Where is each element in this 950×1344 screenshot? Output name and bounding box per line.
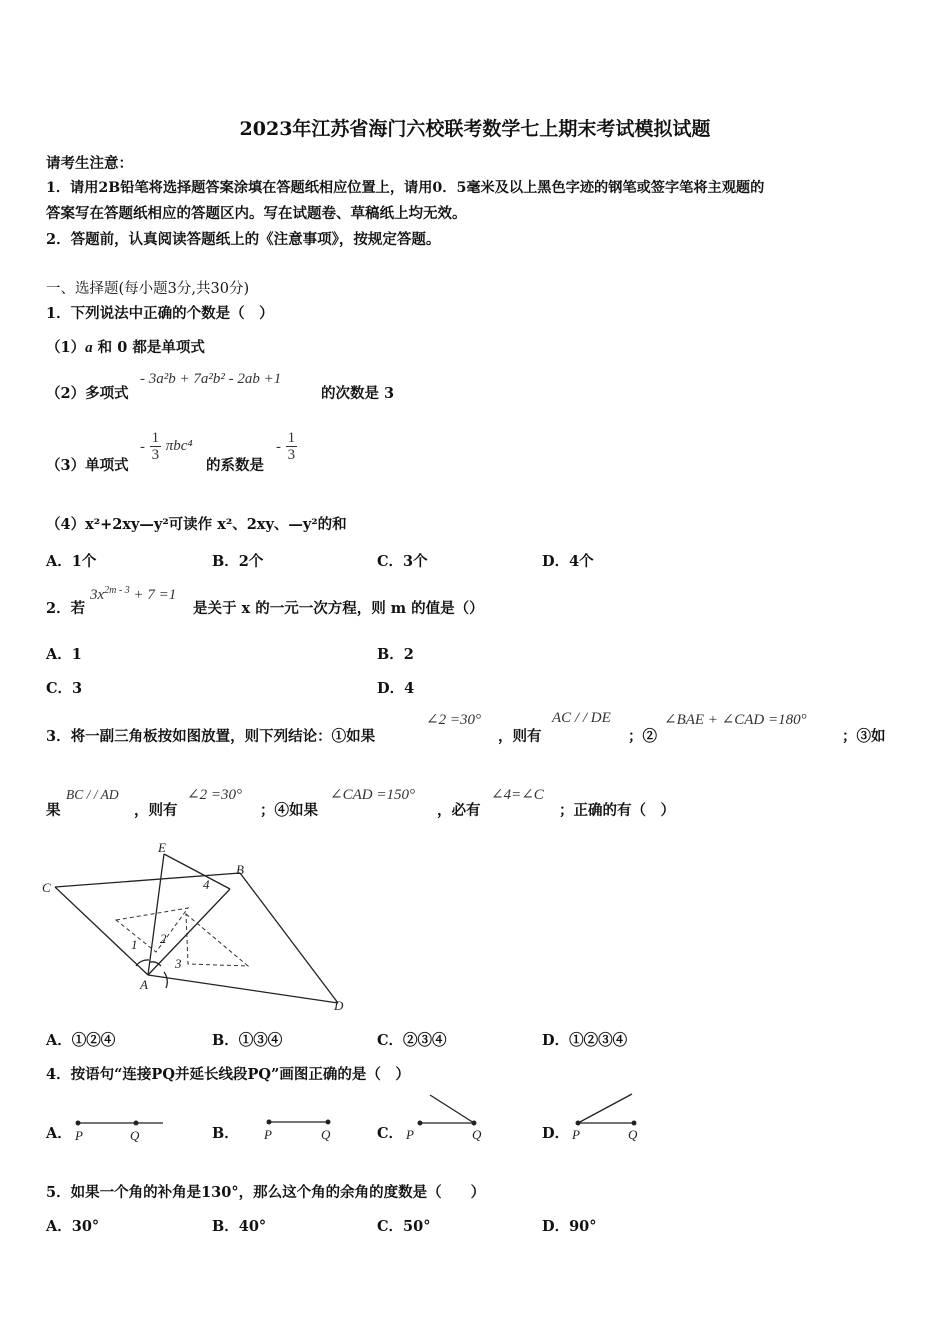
q3-expr-2: AC / / DE [552, 710, 611, 726]
label-angle-2: 2 [160, 931, 167, 946]
angle-3-arc [164, 972, 167, 988]
svg-text:Q: Q [472, 1127, 482, 1142]
q3-expr-5: ∠2 =30° [187, 787, 242, 803]
q1-monomial: - $\frac{1}{3}$ πbc⁴ [140, 430, 193, 463]
q3-expr-6: ∠CAD =150° [330, 787, 415, 803]
q1-coefficient: - $\frac{1}{3}$ [276, 430, 296, 463]
label-a: A [140, 977, 148, 992]
q4-figure-a [70, 1110, 170, 1144]
q2-option-c[interactable]: C．3 [46, 680, 83, 697]
svg-text:P: P [75, 1128, 83, 1143]
q3-line1-mid: ，则有 [498, 728, 542, 745]
triangle-figure [40, 838, 360, 1018]
section-heading: 一、选择题(每小题3分,共30分) [46, 281, 250, 297]
q1-statement-2-tail: 的次数是 3 [321, 385, 395, 402]
q1-statement-3: （3）单项式 [46, 457, 129, 474]
q2-option-a[interactable]: A．1 [46, 646, 82, 663]
svg-text:Q: Q [321, 1127, 331, 1142]
dashed-triangle-2 [186, 914, 248, 966]
q3-expr-7: ∠4=∠C [491, 787, 544, 803]
q3-expr-1: ∠2 =30° [426, 712, 481, 728]
q1-polynomial: - 3a²b + 7a²b² - 2ab +1 [140, 371, 282, 387]
q1-option-a[interactable]: A．1个 [46, 553, 97, 570]
notice-line-3: 2．答题前，认真阅读答题纸上的《注意事项》，按规定答题。 [46, 231, 441, 248]
q3-line2-end: ；正确的有（ ） [559, 802, 675, 819]
q2-stem-suffix: 是关于 x 的一元一次方程，则 m 的值是（） [193, 600, 484, 617]
q3-line2-b: ，则有 [134, 802, 178, 819]
q3-line2-c: ；④如果 [260, 802, 318, 819]
q2-option-d[interactable]: D．4 [377, 680, 415, 697]
q4-figure-d [568, 1090, 668, 1144]
q1-option-d[interactable]: D．4个 [542, 553, 594, 570]
q4-option-c[interactable]: C． [377, 1125, 404, 1142]
q2-stem-prefix: 2．若 [46, 600, 86, 617]
q2-equation: $3x^{2m - 3} + 7 =1$ [90, 585, 177, 603]
q3-line2-d: ，必有 [437, 802, 481, 819]
q3-option-a[interactable]: A．①②④ [46, 1032, 116, 1049]
q5-option-d[interactable]: D．90° [542, 1218, 597, 1235]
q3-expr-3: ∠BAE + ∠CAD =180° [664, 712, 807, 728]
q3-option-d[interactable]: D．①②③④ [542, 1032, 628, 1049]
label-angle-3: 3 [175, 956, 182, 971]
q5-stem: 5．如果一个角的补角是130°，那么这个角的余角的度数是（ ） [46, 1184, 486, 1201]
line-ca [55, 887, 148, 975]
notice-line-1: 1．请用2B铅笔将选择题答案涂填在答题纸相应位置上，请用0．5毫米及以上黑色字迹的钢笔或签字笔将主观题的 [46, 180, 765, 196]
q5-option-a[interactable]: A．30° [46, 1218, 100, 1235]
label-c: C [42, 880, 51, 895]
q1-statement-4: （4）x²+2xy—y²可读作 x²、2xy、—y²的和 [46, 516, 347, 533]
q5-option-c[interactable]: C．50° [377, 1218, 431, 1235]
fraction-one-third-2: $\frac{1}{3}$ [287, 430, 296, 463]
q1-stem: 1．下列说法中正确的个数是（ ） [46, 305, 274, 322]
q1-statement-2: （2）多项式 [46, 385, 129, 402]
q3-line2-a: 果 [46, 802, 61, 819]
svg-text:Q: Q [130, 1128, 140, 1143]
q4-figure-b [260, 1110, 340, 1144]
line-ad [148, 975, 338, 1003]
q4-figure-c [402, 1090, 502, 1144]
line-bd [240, 873, 338, 1003]
label-angle-1: 1 [131, 937, 138, 952]
svg-text:P: P [264, 1127, 272, 1142]
label-e: E [158, 840, 166, 855]
q3-line1-prefix: 3．将一副三角板按如图放置，则下列结论：①如果 [46, 728, 376, 745]
notice-heading: 请考生注意： [46, 155, 133, 172]
svg-text:P: P [406, 1127, 414, 1142]
page-title: 2023年江苏省海门六校联考数学七上期末考试模拟试题 [239, 118, 711, 140]
q1-option-c[interactable]: C．3个 [377, 553, 428, 570]
q4-option-b[interactable]: B． [212, 1125, 239, 1142]
q3-expr-4: BC / / AD [66, 787, 119, 802]
label-angle-4: 4 [203, 877, 210, 892]
q4-option-a[interactable]: A． [46, 1125, 72, 1142]
label-b: B [236, 862, 244, 877]
q5-option-b[interactable]: B．40° [212, 1218, 267, 1235]
line-e-right [164, 854, 230, 889]
q3-option-b[interactable]: B．①③④ [212, 1032, 283, 1049]
svg-text:P: P [572, 1127, 580, 1142]
line-ea [148, 854, 164, 975]
q3-line1-sep: ；② [628, 728, 657, 745]
q1-option-b[interactable]: B．2个 [212, 553, 264, 570]
q1-statement-1: （1）a 和 0 都是单项式 [46, 339, 205, 356]
q2-option-b[interactable]: B．2 [377, 646, 414, 663]
fraction-one-third: $\frac{1}{3}$ [151, 430, 160, 463]
q3-option-c[interactable]: C．②③④ [377, 1032, 447, 1049]
svg-text:Q: Q [628, 1127, 638, 1142]
q4-option-d[interactable]: D． [542, 1125, 570, 1142]
label-d: D [334, 998, 344, 1013]
q1-statement-3-mid: 的系数是 [206, 457, 264, 474]
q3-line1-end: ；③如 [842, 728, 886, 745]
q4-stem: 4．按语句“连接PQ并延长线段PQ”画图正确的是（ ） [46, 1066, 410, 1083]
notice-line-2: 答案写在答题纸相应的答题区内。写在试题卷、草稿纸上均无效。 [46, 205, 467, 222]
